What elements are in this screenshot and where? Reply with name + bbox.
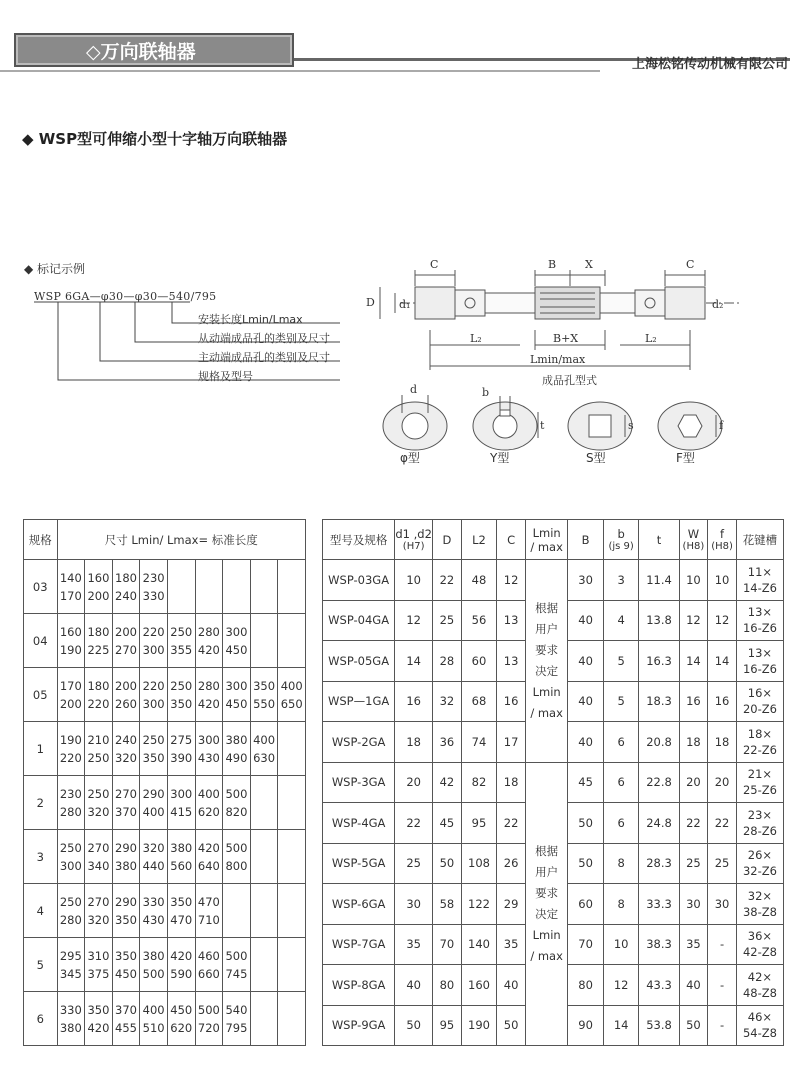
col-header: f (H8) (708, 520, 737, 560)
length-cell: 420 590 (167, 938, 195, 992)
spline-cell: 26× 32-Z6 (736, 843, 783, 884)
dim-label: d₂ (712, 298, 724, 311)
dim-label: B (548, 258, 557, 271)
company-name: 上海松铭传动机械有限公司 (631, 57, 788, 72)
dim-label: Lmin/max (530, 353, 586, 366)
length-cell: 250 355 (167, 614, 195, 668)
length-cell (278, 992, 306, 1046)
length-cell: 280 420 (195, 668, 223, 722)
section-title: ◆ WSP型可伸缩小型十字轴万向联轴器 (22, 130, 288, 148)
table-row: WSP-5GA 25 50 108 26 50 8 28.3 25 25 26× 32-Z6 (323, 843, 784, 884)
length-cell: 370 455 (112, 992, 140, 1046)
length-cell: 250 350 (140, 722, 168, 776)
dim-label: C (430, 258, 439, 271)
length-cell (250, 884, 278, 938)
col-header-spec: 规格 (24, 520, 58, 560)
length-cell: 280 420 (195, 614, 223, 668)
legend-item: 规格及型号 (198, 370, 253, 383)
length-cell: 230 330 (140, 560, 168, 614)
length-cell: 300 415 (167, 776, 195, 830)
length-cell: 170 200 (57, 668, 85, 722)
lmin-merged-cell: 根据 用户 要求 决定 Lmin / max (525, 560, 567, 763)
spline-cell: 46× 54-Z8 (736, 1005, 783, 1046)
spline-cell: 32× 38-Z8 (736, 884, 783, 925)
length-cell: 250 350 (167, 668, 195, 722)
model-cell: WSP-6GA (323, 884, 395, 925)
table-row: WSP-9GA 50 95 190 50 90 14 53.8 50 - 46× 54-Z8 (323, 1005, 784, 1046)
dim-label: D (366, 296, 375, 309)
hole-type-label: S型 (586, 451, 606, 465)
length-cell: 470 710 (195, 884, 223, 938)
length-cell: 190 220 (57, 722, 85, 776)
model-cell: WSP-3GA (323, 762, 395, 803)
length-cell: 400 630 (250, 722, 278, 776)
length-cell: 350 550 (250, 668, 278, 722)
length-cell: 220 300 (140, 668, 168, 722)
col-header: Lmin / max (525, 520, 567, 560)
spec-cell: 3 (24, 830, 58, 884)
length-cell (278, 830, 306, 884)
length-cell: 500 820 (223, 776, 251, 830)
length-cell: 230 280 (57, 776, 85, 830)
length-cell (278, 560, 306, 614)
length-cell: 200 270 (112, 614, 140, 668)
length-cell (223, 560, 251, 614)
table-row: WSP-03GA 10 22 48 12 根据 用户 要求 决定 Lmin / max 30 3 11.4 10 10 11× 14-Z6 (323, 560, 784, 601)
table-row (24, 938, 306, 992)
legend-item: 从动端成品孔的类别及尺寸 (198, 332, 330, 345)
length-cell: 270 340 (85, 830, 113, 884)
hole-type-label: F型 (676, 451, 695, 465)
length-cell: 450 620 (167, 992, 195, 1046)
length-cell: 400 650 (278, 668, 306, 722)
col-header: t (639, 520, 679, 560)
col-header: d1 ,d2 (H7) (395, 520, 433, 560)
table-row (24, 830, 306, 884)
dim-label: f (719, 419, 724, 432)
spline-cell: 42× 48-Z8 (736, 965, 783, 1006)
spec-table (322, 519, 784, 1046)
table-row: WSP-6GA 30 58 122 29 60 8 33.3 30 30 32× 38-Z8 (323, 884, 784, 925)
length-cell: 250 300 (57, 830, 85, 884)
length-cell (250, 938, 278, 992)
length-cell: 220 300 (140, 614, 168, 668)
length-cell: 160 200 (85, 560, 113, 614)
col-header: 型号及规格 (323, 520, 395, 560)
length-cell: 350 470 (167, 884, 195, 938)
model-cell: WSP-2GA (323, 722, 395, 763)
spec-cell: 1 (24, 722, 58, 776)
spline-cell: 36× 42-Z8 (736, 924, 783, 965)
length-cell: 300 450 (223, 668, 251, 722)
table-row (24, 614, 306, 668)
length-cell: 460 660 (195, 938, 223, 992)
spec-cell: 03 (24, 560, 58, 614)
spline-cell: 23× 28-Z6 (736, 803, 783, 844)
length-table (23, 519, 306, 1046)
table-row (24, 722, 306, 776)
marking-code: WSP 6GA—φ30—φ30—540/795 (34, 290, 217, 303)
length-cell: 290 400 (140, 776, 168, 830)
col-header: 花键槽 (736, 520, 783, 560)
length-cell: 500 745 (223, 938, 251, 992)
spline-cell: 11× 14-Z6 (736, 560, 783, 601)
length-cell: 300 430 (195, 722, 223, 776)
spec-cell: 5 (24, 938, 58, 992)
table-row (24, 560, 306, 614)
length-cell: 330 430 (140, 884, 168, 938)
col-header: b (js 9) (603, 520, 639, 560)
length-cell: 420 640 (195, 830, 223, 884)
lmin-merged-cell: 根据 用户 要求 决定 Lmin / max (525, 762, 567, 1046)
length-cell: 400 620 (195, 776, 223, 830)
length-cell: 210 250 (85, 722, 113, 776)
length-cell: 275 390 (167, 722, 195, 776)
length-cell: 500 800 (223, 830, 251, 884)
length-cell: 310 375 (85, 938, 113, 992)
length-cell: 350 420 (85, 992, 113, 1046)
length-cell: 240 320 (112, 722, 140, 776)
legend-item: 主动端成品孔的类别及尺寸 (198, 351, 330, 364)
length-cell (195, 560, 223, 614)
length-cell (250, 992, 278, 1046)
model-cell: WSP-9GA (323, 1005, 395, 1046)
length-cell (278, 614, 306, 668)
length-cell (250, 830, 278, 884)
length-cell: 290 380 (112, 830, 140, 884)
col-header: W (H8) (679, 520, 708, 560)
dim-label: d₁ (399, 298, 411, 311)
model-cell: WSP—1GA (323, 681, 395, 722)
model-cell: WSP-8GA (323, 965, 395, 1006)
length-cell: 180 220 (85, 668, 113, 722)
col-header-size: 尺寸 Lmin/ Lmax= 标准长度 (57, 520, 306, 560)
length-cell: 250 320 (85, 776, 113, 830)
col-header: D (433, 520, 462, 560)
dim-label: L₂ (645, 332, 657, 345)
model-cell: WSP-4GA (323, 803, 395, 844)
dim-label: C (686, 258, 695, 271)
length-cell: 380 560 (167, 830, 195, 884)
length-cell (278, 938, 306, 992)
model-cell: WSP-5GA (323, 843, 395, 884)
model-cell: WSP-05GA (323, 641, 395, 682)
hole-type-label: Y型 (490, 451, 510, 465)
spec-cell: 2 (24, 776, 58, 830)
length-cell (278, 722, 306, 776)
table-row (24, 992, 306, 1046)
table-row: WSP-7GA 35 70 140 35 70 10 38.3 35 - 36× 42-Z8 (323, 924, 784, 965)
length-cell: 380 500 (140, 938, 168, 992)
spline-cell: 18× 22-Z6 (736, 722, 783, 763)
hole-type-label: φ型 (400, 451, 420, 465)
spline-cell: 21× 25-Z6 (736, 762, 783, 803)
dim-label: L₂ (470, 332, 482, 345)
length-cell (278, 776, 306, 830)
table-row (24, 668, 306, 722)
length-cell (250, 776, 278, 830)
length-cell: 140 170 (57, 560, 85, 614)
length-cell: 350 450 (112, 938, 140, 992)
length-cell: 180 240 (112, 560, 140, 614)
spline-cell: 13× 16-Z6 (736, 600, 783, 641)
legend-item: 安装长度Lmin/Lmax (198, 313, 303, 326)
model-cell: WSP-04GA (323, 600, 395, 641)
table-row: WSP-4GA 22 45 95 22 50 6 24.8 22 22 23× 28-Z6 (323, 803, 784, 844)
length-cell: 180 225 (85, 614, 113, 668)
banner-text: ◇万向联轴器 (86, 40, 196, 63)
length-cell: 290 350 (112, 884, 140, 938)
spec-cell: 6 (24, 992, 58, 1046)
table-row (24, 884, 306, 938)
spline-cell: 13× 16-Z6 (736, 641, 783, 682)
length-cell: 500 720 (195, 992, 223, 1046)
length-cell (223, 884, 251, 938)
length-cell: 200 260 (112, 668, 140, 722)
table-row: WSP-05GA 14 28 60 13 40 5 16.3 14 14 13× 16-Z6 (323, 641, 784, 682)
table-row (24, 776, 306, 830)
length-cell: 300 450 (223, 614, 251, 668)
length-cell: 160 190 (57, 614, 85, 668)
spec-cell: 04 (24, 614, 58, 668)
length-cell: 270 320 (85, 884, 113, 938)
length-cell: 320 440 (140, 830, 168, 884)
length-cell: 380 490 (223, 722, 251, 776)
table-row: WSP-04GA 12 25 56 13 40 4 13.8 12 12 13× 16-Z6 (323, 600, 784, 641)
length-cell: 330 380 (57, 992, 85, 1046)
length-cell (278, 884, 306, 938)
length-cell (250, 560, 278, 614)
holes-title: 成品孔型式 (542, 374, 597, 387)
table-row: WSP-8GA 40 80 160 40 80 12 43.3 40 - 42× 48-Z8 (323, 965, 784, 1006)
dim-label: B+X (553, 332, 579, 345)
dim-label: d (410, 383, 418, 396)
length-cell: 400 510 (140, 992, 168, 1046)
col-header: C (497, 520, 526, 560)
table-row: WSP-2GA 18 36 74 17 40 6 20.8 18 18 18× 22-Z6 (323, 722, 784, 763)
spec-cell: 05 (24, 668, 58, 722)
dim-label: t (540, 419, 545, 432)
model-cell: WSP-7GA (323, 924, 395, 965)
dim-label: b (482, 386, 490, 399)
marking-heading: ◆ 标记示例 (24, 262, 86, 276)
length-cell: 270 370 (112, 776, 140, 830)
length-cell: 295 345 (57, 938, 85, 992)
length-cell (167, 560, 195, 614)
col-header: B (568, 520, 604, 560)
spec-cell: 4 (24, 884, 58, 938)
table-row: WSP-3GA 20 42 82 18 根据 用户 要求 决定 Lmin / max 45 6 22.8 20 20 21× 25-Z6 (323, 762, 784, 803)
table-row: WSP—1GA 16 32 68 16 40 5 18.3 16 16 16× 20-Z6 (323, 681, 784, 722)
col-header: L2 (461, 520, 497, 560)
length-cell (250, 614, 278, 668)
length-cell: 540 795 (223, 992, 251, 1046)
length-cell: 250 280 (57, 884, 85, 938)
model-cell: WSP-03GA (323, 560, 395, 601)
dim-label: X (585, 258, 593, 271)
dim-label: s (628, 419, 634, 432)
spline-cell: 16× 20-Z6 (736, 681, 783, 722)
